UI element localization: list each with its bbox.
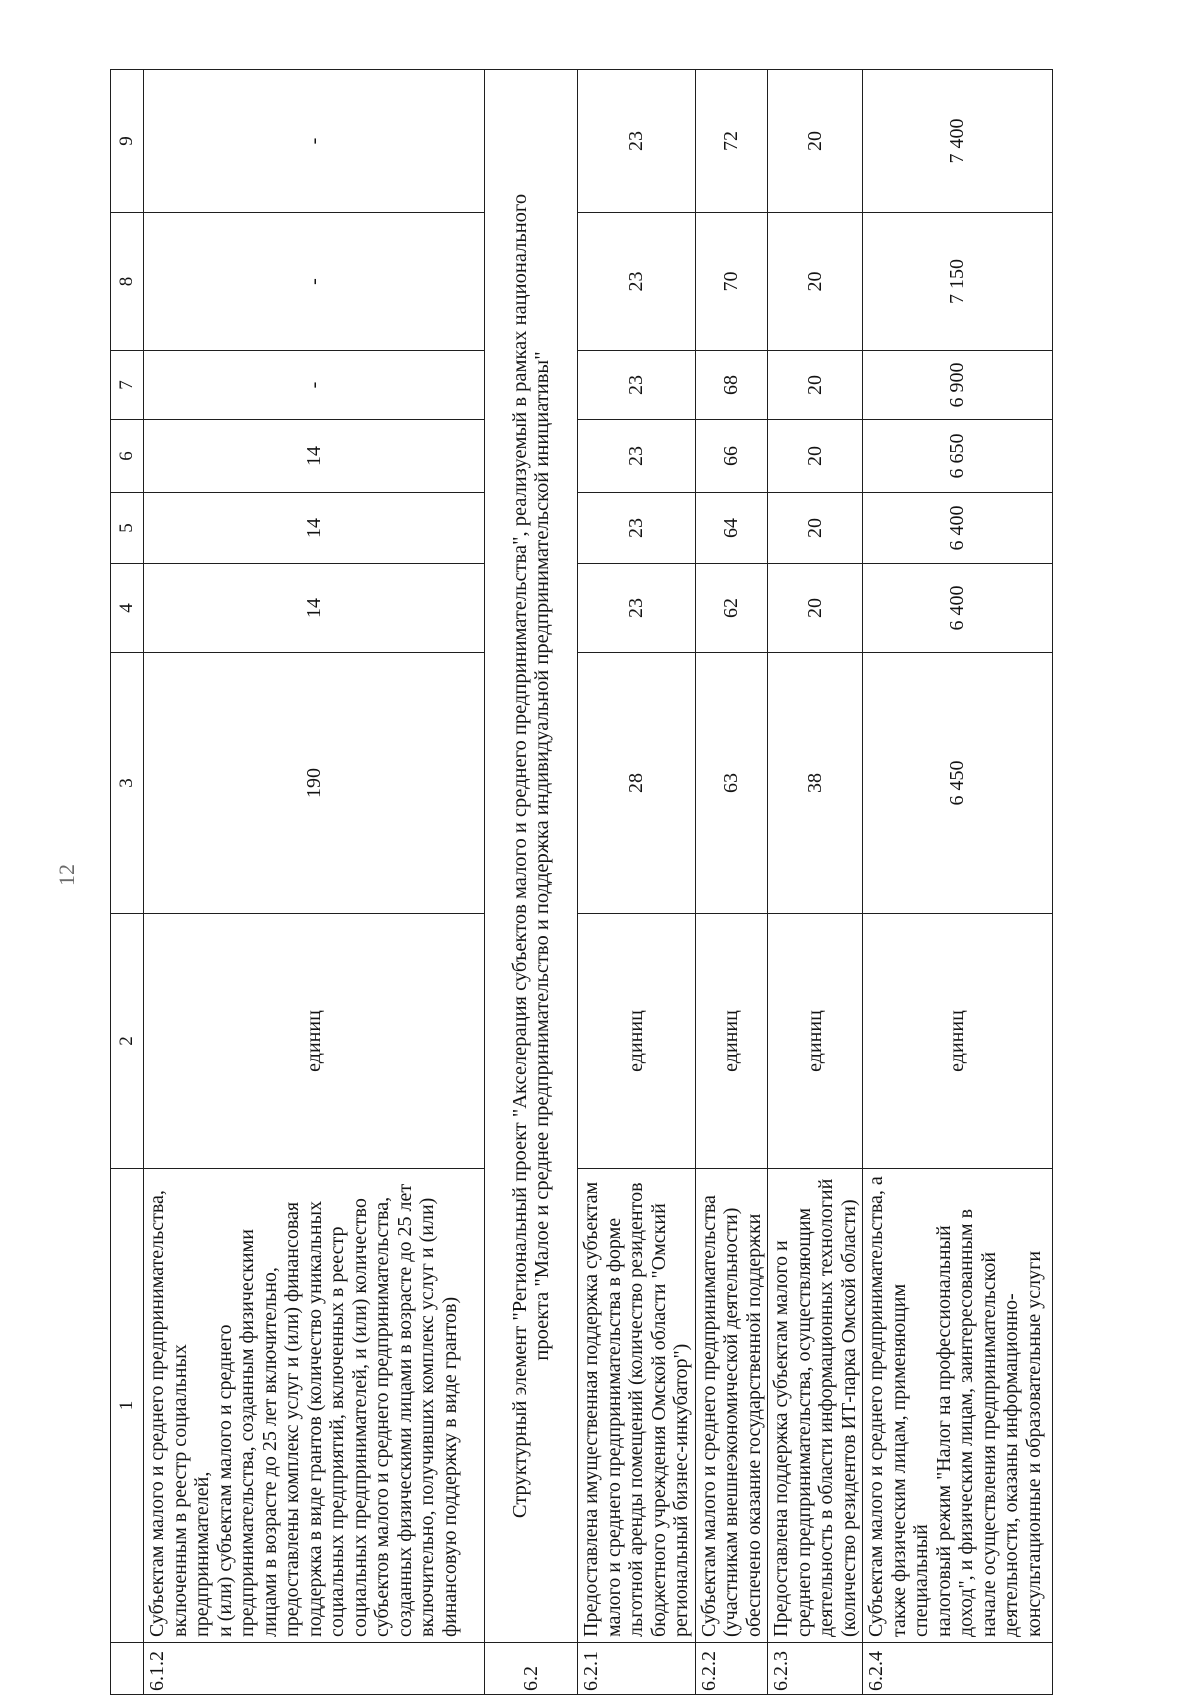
year-value-cell-8: 7 150 [863,213,1053,351]
year-value-cell-4: 6 400 [863,564,1053,653]
description-line: поддержка в виде грантов (количество уникальных [303,1200,326,1637]
page-number: 12 [54,864,79,886]
indicator-description-cell [695,1169,768,1643]
table-row [578,70,696,1695]
rotated-table-container [110,70,1045,1695]
year-value-cell-7: 20 [768,351,863,420]
header-cell-1: 1 [111,1169,144,1643]
description-line: бюджетного учреждения Омской области "Омский [647,1203,670,1637]
description-line: также физическим лицам, применяющим специальный [887,1283,932,1637]
indicator-description-cell [578,1169,696,1643]
table-header-row [111,70,144,1695]
description-line: финансовую поддержку в виде грантов) [438,1296,461,1637]
description-line: (количество резидентов ИТ-парка Омской области) [837,1199,860,1637]
indicator-description-cell [144,1169,485,1643]
section-title-cell [485,70,578,1643]
year-value-cell-7: - [144,351,485,420]
year-value-cell-8: - [144,213,485,351]
year-value-cell-6: 66 [695,420,768,493]
description-line: Субъектам малого и среднего предпринимательства, а [865,1176,887,1637]
unit-cell: единиц [578,914,696,1169]
header-cell-5: 5 [111,493,144,564]
header-cell-6: 6 [111,420,144,493]
indicator-table [110,69,1053,1695]
year-value-cell-9: 72 [695,70,768,213]
year-value-cell-7: 23 [578,351,696,420]
row-number-cell: 6.1.2 [144,1643,485,1695]
row-number-cell: 6.2.2 [695,1643,768,1695]
base-value-cell: 63 [695,653,768,914]
base-value-cell: 6 450 [863,653,1053,914]
description-line: льготной аренды помещений (количество резидентов [625,1182,647,1637]
description-line: Субъектам малого и среднего предпринимательства [697,1195,720,1637]
description-line: включенным в реестр социальных предпринимателей, [168,1344,213,1637]
year-value-cell-4: 20 [768,564,863,653]
description-line: среднего предпринимательства, осуществляющим [792,1207,815,1637]
row-number-cell: 6.2 [485,1643,578,1695]
description-line: деятельности, оказаны информационно- [1000,1293,1022,1637]
row-number-cell: 6.2.1 [578,1643,696,1695]
indicator-description-cell [863,1169,1053,1643]
indicator-description-cell [768,1169,863,1643]
year-value-cell-6: 20 [768,420,863,493]
year-value-cell-9: - [144,70,485,213]
description-line: проекта "Малое и среднее предпринимательство и поддержка индивидуальной предпринимательской инициативы" [531,351,553,1361]
description-line: Предоставлена имущественная поддержка субъектам [580,1181,602,1637]
description-line: Структурный элемент "Региональный проект "Акселерация субъектов малого и среднего предпринимательства", реализуемый в рамках национального [508,193,531,1519]
description-line: малого и среднего предпринимательства в форме [602,1217,625,1637]
header-cell-9: 9 [111,70,144,213]
header-cell-7: 7 [111,351,144,420]
table-row [863,70,1053,1695]
year-value-cell-8: 20 [768,213,863,351]
year-value-cell-6: 23 [578,420,696,493]
description-line: (участникам внешнеэкономической деятельности) [720,1207,742,1637]
description-line: предпринимательства, созданным физическими [236,1229,258,1637]
year-value-cell-5: 23 [578,493,696,564]
unit-cell: единиц [695,914,768,1169]
unit-cell: единиц [863,914,1053,1169]
header-cell-2: 2 [111,914,144,1169]
year-value-cell-4: 62 [695,564,768,653]
year-value-cell-4: 23 [578,564,696,653]
base-value-cell: 28 [578,653,696,914]
year-value-cell-5: 6 400 [863,493,1053,564]
description-line: начале осуществления предпринимательской [977,1251,1000,1637]
unit-cell: единиц [144,914,485,1169]
table-row [695,70,768,1695]
description-line: социальных предпринимателей, и (или) количество [348,1198,371,1637]
header-cell-4: 4 [111,564,144,653]
year-value-cell-6: 14 [144,420,485,493]
description-line: созданных физическими лицами в возрасте до 25 лет [393,1183,416,1637]
description-line: предоставлены комплекс услуг и (или) финансовая [281,1201,303,1637]
description-line: и (или) субъектам малого и среднего [213,1324,236,1637]
year-value-cell-9: 7 400 [863,70,1053,213]
description-line: деятельность в области информационных технологий [815,1178,837,1637]
year-value-cell-5: 20 [768,493,863,564]
year-value-cell-4: 14 [144,564,485,653]
description-line: обеспечено оказание государственной поддержки [742,1213,765,1637]
year-value-cell-5: 64 [695,493,768,564]
description-line: лицами в возрасте до 25 лет включительно, [258,1267,281,1637]
description-line: Субъектам малого и среднего предпринимательства, [146,1190,168,1637]
description-line: налоговый режим "Налог на профессиональный [932,1225,955,1637]
year-value-cell-6: 6 650 [863,420,1053,493]
header-cell-3: 3 [111,653,144,914]
year-value-cell-8: 70 [695,213,768,351]
year-value-cell-7: 68 [695,351,768,420]
description-line: социальных предприятий, включенных в реестр [326,1226,348,1637]
description-line: консультационные и образовательные услуги [1022,1250,1045,1637]
row-number-cell: 6.2.3 [768,1643,863,1695]
header-cell-8: 8 [111,213,144,351]
table-body [111,70,1053,1695]
description-line: региональный бизнес-инкубатор") [670,1343,692,1637]
table-row [768,70,863,1695]
base-value-cell: 190 [144,653,485,914]
row-number-cell: 6.2.4 [863,1643,1053,1695]
year-value-cell-9: 20 [768,70,863,213]
unit-cell: единиц [768,914,863,1169]
description-line: субъектов малого и среднего предпринимательства, [371,1196,393,1637]
description-line: Предоставлена поддержка субъектам малого и [770,1240,792,1637]
year-value-cell-9: 23 [578,70,696,213]
base-value-cell: 38 [768,653,863,914]
description-line: доход", и физическим лицам, заинтересованным в [955,1208,977,1637]
header-cell-0 [111,1643,144,1695]
table-row [144,70,485,1695]
year-value-cell-7: 6 900 [863,351,1053,420]
description-line: включительно, получивших комплекс услуг и (или) [416,1197,438,1637]
year-value-cell-5: 14 [144,493,485,564]
year-value-cell-8: 23 [578,213,696,351]
section-row [485,70,578,1695]
